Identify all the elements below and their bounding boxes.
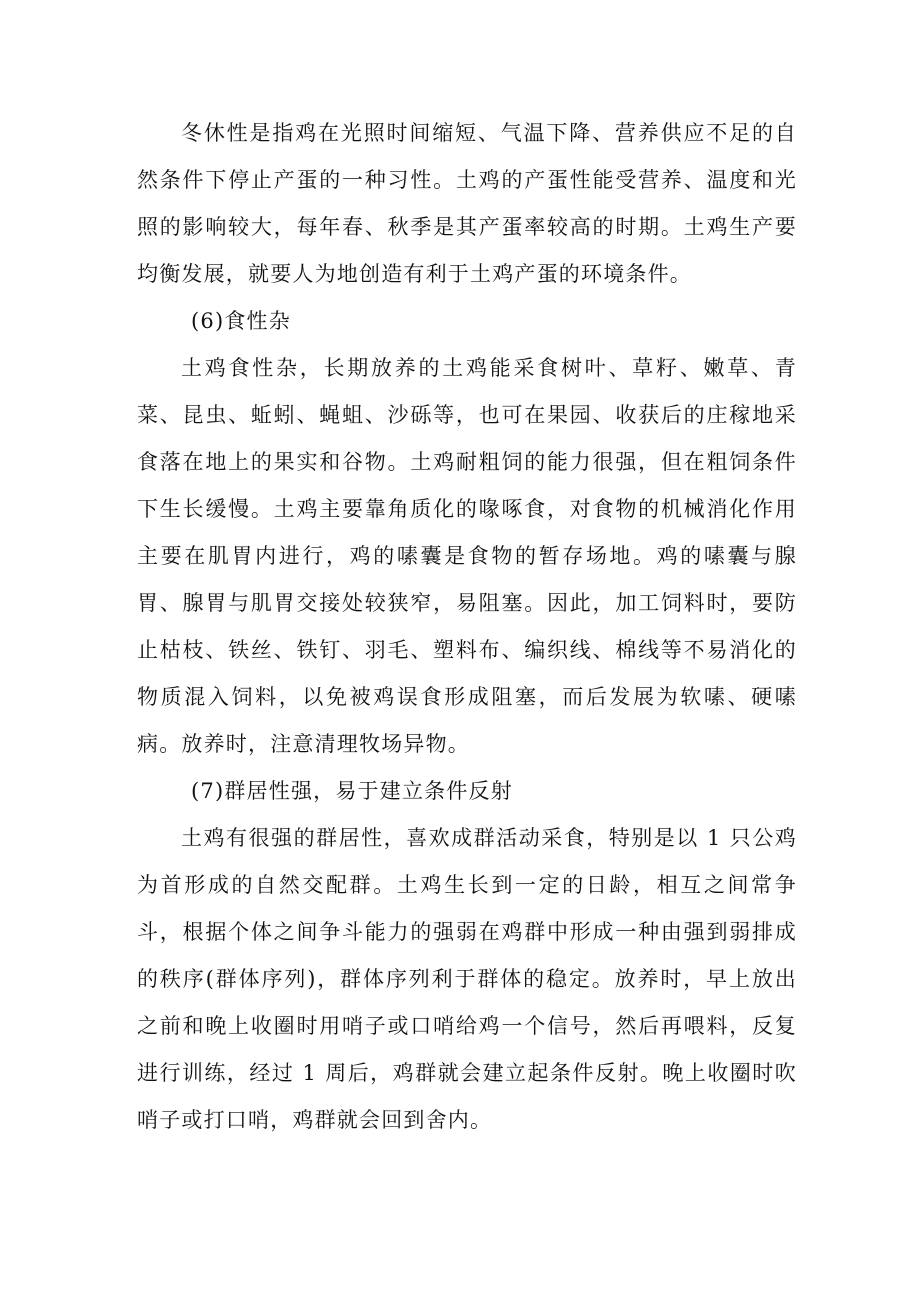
document-body (137, 110, 797, 1144)
paragraph-winter-rest: 冬休性是指鸡在光照时间缩短、气温下降、营养供应不足的自然条件下停止产蛋的一种习性。土鸡的产蛋性能受营养、温度和光照的影响较大，每年春、秋季是其产蛋率较高的时期。土鸡生产要均衡发展，就要人为地创造有利于土鸡产蛋的环境条件。 (137, 121, 797, 286)
section-heading-6: (6)食性杂 (191, 309, 291, 333)
paragraph-diet: 土鸡食性杂，长期放养的土鸡能采食树叶、草籽、嫩草、青菜、昆虫、蚯蚓、蝇蛆、沙砾等，也可在果园、收获后的庄稼地采食落在地上的果实和谷物。土鸡耐粗饲的能力很强，但在粗饲条件下生长缓慢。土鸡主要靠角质化的喙啄食，对食物的机械消化作用主要在肌胃内进行，鸡的嗉囊是食物的暂存场地。鸡的嗉囊与腺胃、腺胃与肌胃交接处较狭窄，易阻塞。因此，加工饲料时，要防止枯枝、铁丝、铁钉、羽毛、塑料布、编织线、棉线等不易消化的物质混入饲料，以免被鸡误食形成阻塞，而后发展为软嗉、硬嗉病。放养时，注意清理牧场异物。 (137, 356, 797, 756)
paragraph-flocking: 土鸡有很强的群居性，喜欢成群活动采食，特别是以 1 只公鸡为首形成的自然交配群。土鸡生长到一定的日龄，相互之间常争斗，根据个体之间争斗能力的强弱在鸡群中形成一种由强到弱排成的秩序(群体序列)，群体序列利于群体的稳定。放养时，早上放出之前和晚上收圈时用哨子或口哨给鸡一个信号，然后再喂料，反复进行训练，经过 1 周后，鸡群就会建立起条件反射。晚上收圈时吹哨子或打口哨，鸡群就会回到舍内。 (137, 826, 797, 1132)
section-heading-7: (7)群居性强，易于建立条件反射 (191, 779, 513, 803)
